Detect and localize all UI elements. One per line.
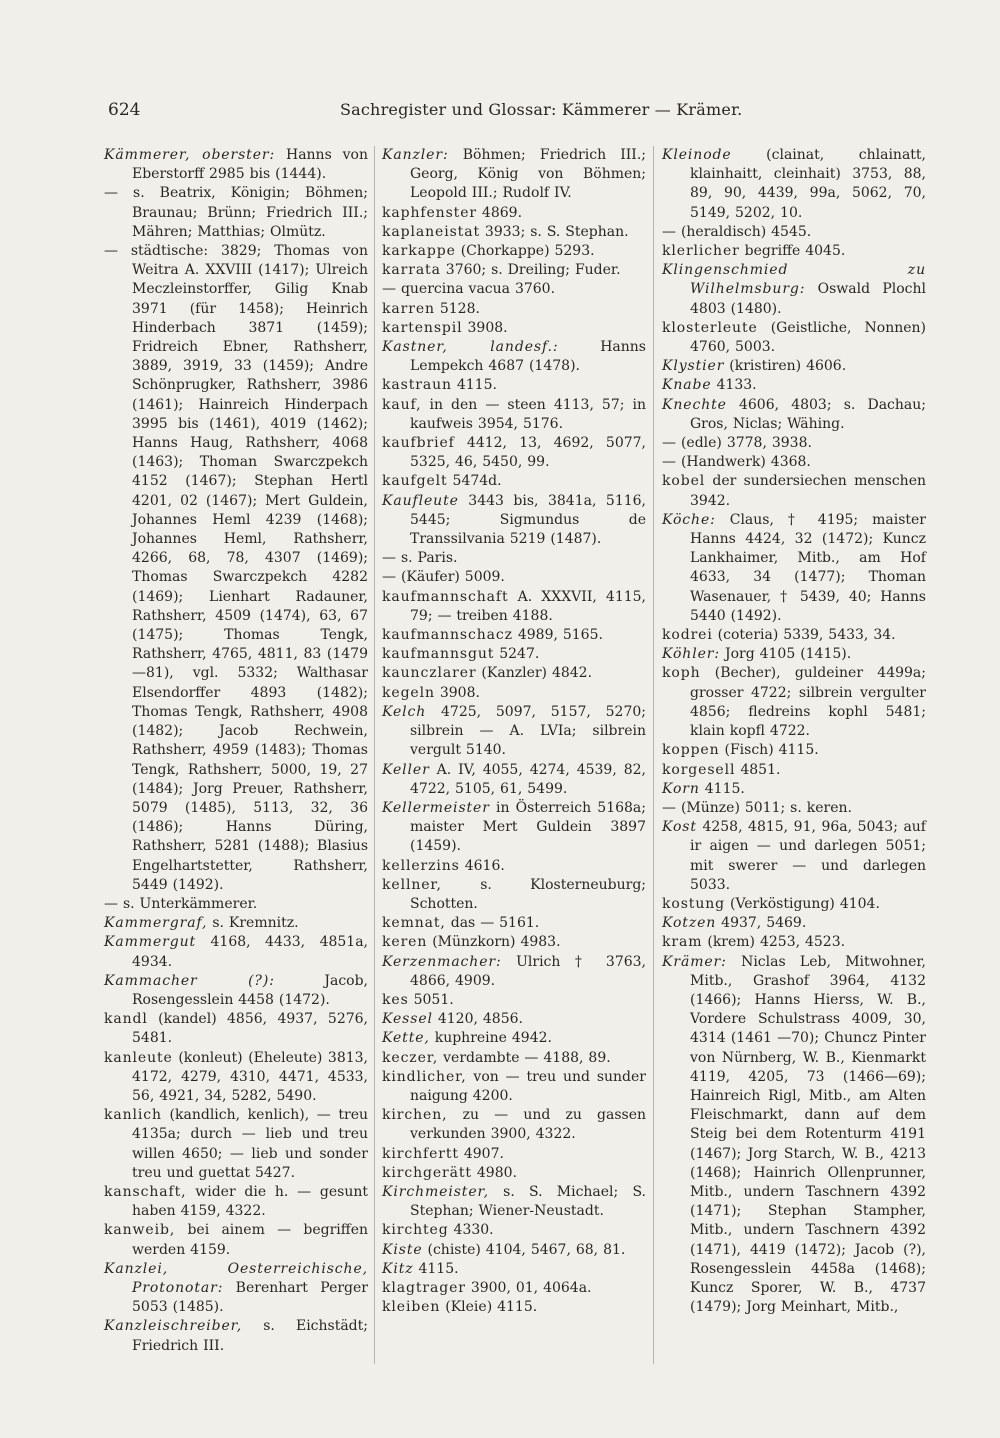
entry-headword: Kette, [382,1030,430,1047]
entry-headword: kirchen, [382,1107,448,1124]
entry-text: (Fisch) 4115. [719,742,819,759]
index-entry [382,703,646,761]
entry-text: (Kanzler) 4842. [476,665,593,682]
index-entry [662,741,926,760]
entry-text: Hanns von Eberstorff 2985 bis (1444). [132,147,368,183]
entry-headword: karkappe [382,243,456,260]
index-entry [382,588,646,626]
entry-text: — städtische: 3829; Thomas von Weitra A. XXVIII (1417); Ulreich Meczleinstorffer, Gilig Knab 3971 (für 1458); Heinrich Hinderbach 3871 (1459); Fridreich Ebner, Rathsherr, 3889, 3919, 33 (1459); Andre Schönprugker, Rathsherr, 3986 (1461); Hainreich Hinderpach 3995 bis (1461), 4019 (1462); Hanns Haug, Rathsherr, 4068 (1463); Thoman Swarczpekch 4152 (1467); Stephan Hertl 4201, 02 (1467); Mert Guldein, Johannes Heml 4239 (1468); Johannes Heml, Rathsherr, 4266, 68, 78, 4307 (1469); Thomas Swarczpekch 4282 (1469); Lienhart Radauner, Rathsherr, 4509 (1474), 63, 67 (1475); Thomas Tengk, Rathsherr, 4765, 4811, 83 (1479 —81), vgl. 5332; Walthasar Elsendorffer 4893 (1482); Thomas Tengk, Rathsherr, 4908 (1482); Jacob Rechwein, Rathsherr, 4959 (1483); Thomas Tengk, Rathsherr, 5000, 19, 27 (1484); Jorg Preuer, Rathsherr, 5079 (1485), 5113, 32, 36 (1486); Hanns Düring, Rathsherr, 5281 (1488); Blasius Engelhartstetter, Rathsherr, 5449 (1492). [104,243,368,893]
entry-text: (Geistliche, Nonnen) 4760, 5003. [690,319,926,356]
entry-text: 4115. [451,377,497,394]
entry-text: 4258, 4815, 91, 96a, 5043; auf ir aigen — und darlegen 5051; mit swerer — und darlegen 5033. [690,819,926,893]
entry-headword: kaufmannschaft [382,588,509,605]
index-entry [382,1029,646,1048]
entry-text: 4937, 5469. [716,915,807,932]
index-entry [662,626,926,645]
index-entry [382,434,646,472]
entry-text: Ulrich † 3763, 4866, 4909. [410,953,646,989]
entry-headword: kindlicher, [382,1068,467,1085]
index-entry [104,895,368,914]
entry-text: der sundersiechen menschen 3942. [690,473,926,509]
entry-headword: Kanzler: [382,147,449,163]
index-entry [104,1010,368,1048]
entry-headword: kanlich [104,1107,162,1124]
entry-headword: Kost [662,819,697,836]
index-entry [662,933,926,952]
entry-headword: kandl [104,1011,148,1028]
index-entry [662,261,926,319]
entry-headword: koph [662,665,701,682]
index-column-1 [104,146,368,1356]
entry-headword: kegeln [382,684,435,701]
index-entry [662,357,926,376]
entry-text: 4412, 13, 4692, 5077, 5325, 46, 5450, 99. [410,435,646,471]
index-entry [104,1183,368,1221]
entry-text: 4115. [699,780,745,797]
index-entry [662,319,926,357]
entry-headword: kaufgelt [382,473,448,490]
index-entry [382,1279,646,1298]
entry-text: das — 5161. [445,915,540,932]
entry-headword: kauf, [382,396,422,413]
entry-text: (konleut) (Eheleute) 3813, 4172, 4279, 4310, 4471, 4533, 56, 4921, 34, 5282, 5490. [132,1049,368,1104]
entry-headword: Keller [382,761,430,778]
index-entry [382,876,646,914]
index-entry [382,242,646,261]
entry-text: 5051. [408,991,454,1008]
index-entry [382,1068,646,1106]
index-entry [382,1260,646,1279]
entry-headword: kaufmannschacz [382,627,513,644]
index-column-2 [382,146,646,1317]
index-entry [662,895,926,914]
entry-headword: Krämer: [662,953,727,970]
entry-headword: kodrei [662,627,713,644]
entry-text: (chiste) 4104, 5467, 68, 81. [422,1241,626,1258]
entry-headword: Kellermeister [382,799,490,816]
index-entry [382,492,646,550]
index-entry [104,184,368,242]
index-entry [382,991,646,1010]
entry-headword: Korn [662,780,700,797]
entry-text: 4851. [735,761,781,778]
entry-headword: Kammacher (?): [104,972,275,989]
entry-text: zu — und zu gassen verkunden 3900, 4322. [410,1107,646,1143]
entry-text: Jacob, Rosengesslein 4458 (1472). [132,972,368,1008]
entry-text: (kandlich, kenlich), — treu 4135a; durch — lieb und treu willen 4650; — lieb und sonder treu und guettat 5427. [132,1107,368,1181]
index-entry [382,626,646,645]
column-divider [374,146,375,1364]
entry-headword: kastraun [382,377,452,394]
entry-text: (Chorkappe) 5293. [455,243,595,260]
entry-text: 4907. [458,1145,504,1162]
entry-headword: Kastner, landesf.: [382,339,559,356]
index-entry [382,645,646,664]
entry-headword: Kämmerer, oberster: [104,147,276,163]
entry-text: (kristiren) 4606. [724,358,847,375]
entry-headword: Knabe [662,377,712,394]
entry-text: in Österreich 5168a; maister Mert Guldein 3897 (1459). [410,799,646,855]
entry-text: 4120, 4856. [432,1011,523,1028]
entry-text: — (heraldisch) 4545. [662,223,812,240]
index-entry [382,684,646,703]
index-entry [662,472,926,510]
entry-headword: kaufmannsgut [382,646,495,663]
entry-text: 4606, 4803; s. Dachau; Gros, Niclas; Wähing. [690,396,926,432]
index-entry [382,1049,646,1068]
entry-headword: kaphfenster [382,204,477,221]
entry-text: wider die h. — gesunt haben 4159, 4322. [132,1183,368,1220]
index-entry [104,972,368,1010]
entry-text: 5128. [434,300,480,317]
index-entry [382,396,646,434]
entry-headword: Knechte [662,396,727,413]
entry-headword: kaufbrief [382,435,455,452]
entry-text: 3760; s. Dreiling; Fuder. [440,262,621,279]
index-entry [382,280,646,299]
entry-headword: Kessel [382,1011,433,1028]
entry-headword: Köche: [662,511,716,528]
index-entry [382,857,646,876]
index-entry [104,1317,368,1355]
index-entry [382,1106,646,1144]
entry-headword: Kleinode [662,147,732,163]
entry-text: 3443 bis, 3841a, 5116, 5445; Sigmundus de Transsilvania 5219 (1487). [410,492,646,548]
index-entry [662,146,926,223]
entry-text: kuphreine 4942. [429,1030,552,1047]
index-entry [382,568,646,587]
entry-headword: kartenspil [382,319,463,336]
entry-text: 5247. [494,646,540,663]
index-entry [382,1183,646,1221]
index-entry [104,1260,368,1318]
entry-text: 4168, 4433, 4851a, 4934. [132,934,368,970]
entry-text: A. XXXVII, 4115, 79; — treiben 4188. [410,588,646,624]
entry-text: von — treu und sunder naigung 4200. [410,1068,646,1104]
entry-text: 4980. [471,1164,517,1181]
entry-headword: kanweib, [104,1222,176,1239]
entry-text: 3908. [434,684,480,701]
entry-headword: kirchteg [382,1222,449,1239]
entry-headword: Kotzen [662,915,717,932]
entry-text: Berenhart Perger 5053 (1485). [132,1279,368,1316]
index-entry [382,472,646,491]
entry-headword: kanschaft, [104,1183,187,1200]
index-entry [382,376,646,395]
entry-headword: Kirchmeister, [382,1183,489,1200]
entry-text: 4616. [459,857,505,874]
entry-headword: Kiste [382,1241,423,1258]
entry-headword: kirchgerätt [382,1164,472,1181]
index-entry [662,799,926,818]
index-entry [382,761,646,799]
index-entry [104,146,368,184]
index-entry [382,146,646,204]
index-entry [382,1145,646,1164]
index-entry [104,933,368,971]
index-entry [662,396,926,434]
index-entry [382,953,646,991]
entry-text: Hanns Lempekch 4687 (1478). [410,339,646,375]
entry-headword: klosterleute [662,319,758,336]
entry-headword: Kaufleute [382,492,459,509]
entry-text: s. Klosterneuburg; Schotten. [410,876,646,912]
entry-headword: korgesell [662,761,736,778]
entry-headword: kram [662,934,703,951]
index-entry [662,511,926,626]
entry-headword: kanleute [104,1049,173,1066]
index-entry [382,1241,646,1260]
entry-headword: Kitz [382,1260,414,1277]
entry-text: verdambte — 4188, 89. [438,1049,611,1066]
entry-text: — (Münze) 5011; s. keren. [662,799,852,816]
entry-text: begriffe 4045. [739,243,846,260]
index-entry [382,338,646,376]
entry-headword: kellner, [382,876,442,893]
index-entry [382,933,646,952]
entry-text: in den — steen 4113, 57; in kaufweis 3954, 5176. [410,396,646,432]
entry-headword: Kammergraf, [104,915,208,932]
entry-text: — s. Paris. [382,550,458,567]
index-entry [662,242,926,261]
entry-text: 4330. [448,1222,494,1239]
index-entry [104,914,368,933]
entry-headword: kobel [662,473,706,490]
entry-text: 4115. [413,1260,459,1277]
entry-text: — (Handwerk) 4368. [662,454,811,471]
index-entry [662,376,926,395]
entry-headword: kellerzins [382,857,460,874]
entry-text: Niclas Leb, Mitwohner, Mitb., Grashof 3964, 4132 (1466); Hanns Hierss, W. B., Vordere Schulstrass 4009, 30, 4314 (1461 —70); Chuncz Pinter von Nürnberg, W. B., Kienmarkt 4119, 4205, 73 (1466—69); Hainreich Rigl, Mitb., am Alten Fleischmarkt, dann auf dem Steig bei dem Rotenturm 4191 (1467); Jorg Starch, W. B., 4213 (1468); Hainrich Ollenprunner, Mitb., undern Taschnern 4392 (1471); Stephan Stampher, Mitb., undern Taschnern 4392 (1471), 4419 (1472); Jacob (?), Rosengesslein 4458a (1468); Kuncz Sporer, W. B., 4737 (1479); Jorg Meinhart, Mitb., [690,953,926,1316]
index-entry [382,204,646,223]
entry-headword: kemnat, [382,915,446,932]
entry-text: (Verköstigung) 4104. [725,895,880,912]
entry-text: bei ainem — begriffen werden 4159. [132,1222,368,1258]
index-entry [382,799,646,857]
entry-text: 3908. [462,319,508,336]
entry-text: 4133. [711,377,757,394]
entry-text: 3900, 01, 4064a. [465,1279,592,1296]
index-entry [382,223,646,242]
entry-text: s. Eichstädt; Friedrich III. [132,1318,368,1354]
entry-text: 4725, 5097, 5157, 5270; silbrein — A. LVIa; silbrein vergult 5140. [410,703,646,759]
page-header [108,98,908,122]
entry-headword: Klingenschmied zu Wilhelmsburg: [662,262,926,298]
entry-text: — quercina vacua 3760. [382,281,556,298]
entry-text: Claus, † 4195; maister Hanns 4424, 32 (1472); Kuncz Lankhaimer, Mitb., am Hof 4633, 34 (1477); Thoman Wasenauer, † 5439, 40; Hanns 5440 (1492). [690,511,926,624]
index-entry [662,761,926,780]
entry-text: 4989, 5165. [512,627,603,644]
entry-text: (Kleie) 4115. [440,1299,538,1316]
column-divider [653,146,654,1364]
index-entry [662,914,926,933]
entry-headword: karren [382,300,435,317]
entry-headword: kostung [662,895,726,912]
index-entry [662,645,926,664]
index-entry [662,780,926,799]
entry-text: (Becher), guldeiner 4499a; grosser 4722; silbrein vergulter 4856; fledreins kophl 5481; klain kopfl 4722. [690,665,926,740]
index-entry [104,242,368,895]
index-entry [382,261,646,280]
index-entry [382,1010,646,1029]
index-entry [382,1298,646,1317]
entry-headword: klagtrager [382,1279,466,1296]
entry-headword: Kanzleischreiber, [104,1318,243,1335]
index-entry [104,1049,368,1107]
index-entry [382,319,646,338]
entry-headword: koppen [662,742,720,759]
entry-headword: Köhler: [662,646,721,663]
entry-headword: kes [382,991,409,1008]
entry-text: Oswald Plochl 4803 (1480). [690,281,926,317]
entry-headword: keren [382,934,428,951]
entry-headword: kirchfertt [382,1145,459,1162]
entry-headword: kaunczlarer [382,665,477,682]
entry-text: — (Käufer) 5009. [382,569,505,586]
index-entry [662,223,926,242]
entry-text: Böhmen; Friedrich III.; Georg, König von Böhmen; Leopold III.; Rudolf IV. [410,147,646,202]
entry-headword: Kanzlei, Oesterreichische, Protonotar: [104,1260,368,1296]
index-entry [382,1221,646,1240]
entry-headword: karrata [382,262,441,279]
index-entry [382,664,646,683]
page-number: 624 [108,100,141,120]
entry-text: 4869. [476,204,523,221]
entry-text: Jorg 4105 (1415). [720,646,852,663]
entry-text: — (edle) 3778, 3938. [662,435,812,452]
index-entry [104,1106,368,1183]
index-entry [382,300,646,319]
entry-headword: kaplaneistat [382,223,480,240]
entry-headword: Klystier [662,358,725,375]
index-column-3 [662,146,926,1317]
entry-text: (krem) 4253, 4523. [702,934,846,951]
entry-text: (Münzkorn) 4983. [427,934,561,951]
index-entry [662,434,926,453]
index-entry [382,1164,646,1183]
entry-headword: klerlicher [662,243,740,260]
index-entry [382,914,646,933]
index-entry [104,1221,368,1259]
entry-text: s. Kremnitz. [207,915,299,932]
running-head: Sachregister und Glossar: Kämmerer — Krämer. [340,100,743,119]
index-entry [382,549,646,568]
entry-text: s. S. Michael; S. Stephan; Wiener-Neustadt. [410,1183,646,1220]
entry-headword: kleiben [382,1299,441,1316]
index-entry [662,818,926,895]
index-entry [662,664,926,741]
entry-text: 3933; s. S. Stephan. [479,223,629,240]
entry-text: A. IV, 4055, 4274, 4539, 82, 4722, 5105, 61, 5499. [410,761,646,797]
index-entry [662,953,926,1318]
entry-text: (coteria) 5339, 5433, 34. [712,627,896,644]
entry-text: — s. Beatrix, Königin; Böhmen; Braunau; Brünn; Friedrich III.; Mähren; Matthias; Olmütz. [104,185,368,240]
entry-text: 5474d. [447,473,502,490]
index-entry [662,453,926,472]
entry-text: — s. Unterkämmerer. [104,895,258,912]
entry-headword: keczer, [382,1049,439,1066]
entry-text: (clainat, chlainatt, klainhaitt, cleinhait) 3753, 88, 89, 90, 4439, 99a, 5062, 70, 5149, 5202, 10. [690,147,926,221]
entry-headword: Kelch [382,703,427,720]
entry-text: (kandel) 4856, 4937, 5276, 5481. [132,1011,368,1047]
entry-headword: Kammergut [104,934,197,951]
entry-headword: Kerzenmacher: [382,953,502,970]
